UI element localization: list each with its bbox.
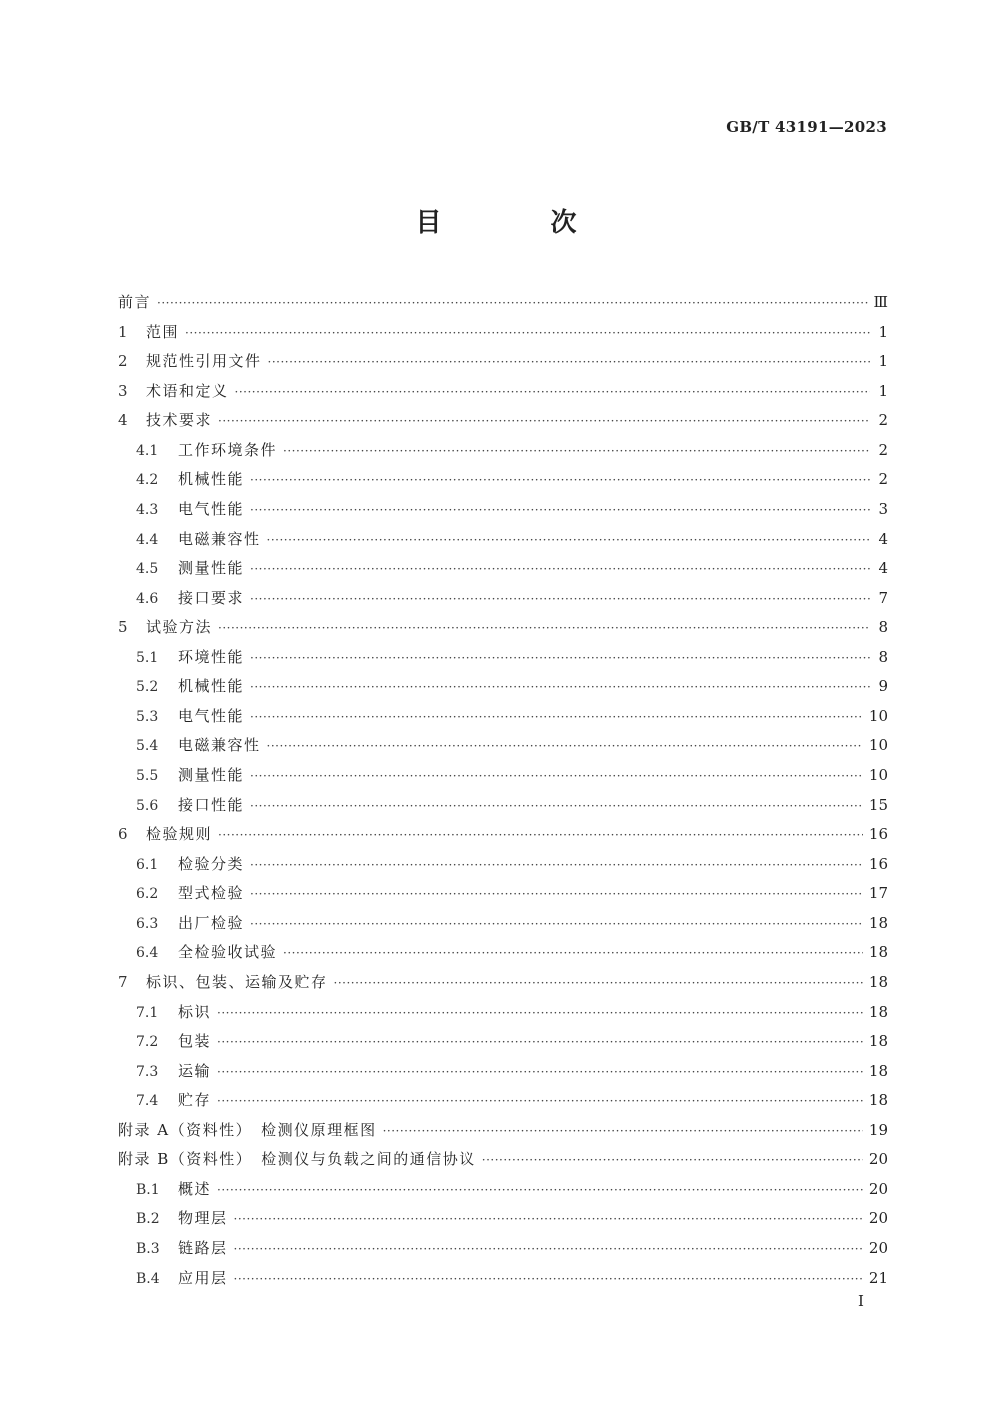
toc-entry[interactable]	[118, 347, 888, 377]
toc-entry-label: 标识、包装、运输及贮存	[146, 972, 328, 991]
toc-leader-dots	[250, 644, 870, 674]
toc-entry-page: 18	[868, 943, 888, 962]
toc-entry-label: 机械性能	[178, 470, 245, 489]
toc-entry[interactable]	[118, 554, 888, 584]
toc-entry-page: 20	[868, 1179, 888, 1198]
toc-entry[interactable]	[118, 288, 888, 318]
toc-entry-page: 18	[868, 1061, 888, 1080]
toc-entry-number: 2	[118, 352, 128, 371]
toc-entry-label: 应用层	[178, 1268, 228, 1287]
toc-entry[interactable]	[118, 879, 888, 909]
toc-entry-label: 出厂检验	[178, 913, 245, 932]
toc-entry-label: 测量性能	[178, 766, 245, 784]
toc-entry-label: 检验规则	[146, 825, 213, 844]
toc-leader-dots	[250, 910, 863, 940]
toc-entry[interactable]	[118, 1204, 888, 1234]
toc-entry-number: 7.4	[136, 1093, 159, 1110]
toc-entry-label: 范围	[146, 322, 180, 341]
toc-entry[interactable]	[118, 820, 888, 850]
toc-entry-number: 5.4	[136, 738, 159, 755]
toc-entry[interactable]	[118, 318, 888, 348]
toc-entry-number: 1	[118, 322, 128, 341]
toc-entry-page: 18	[868, 1032, 888, 1051]
toc-entry-page: 2	[878, 411, 888, 430]
toc-entry-number: B.4	[136, 1270, 160, 1287]
toc-entry-label: 前言	[118, 293, 152, 311]
toc-entry[interactable]	[118, 1116, 888, 1146]
toc-entry-number: 6	[118, 825, 128, 844]
toc-entry-number: B.2	[136, 1211, 160, 1228]
toc-entry-number: 4.4	[136, 531, 159, 548]
toc-leader-dots	[268, 348, 870, 378]
toc-entry-page: 21	[868, 1268, 888, 1287]
toc-entry[interactable]	[118, 998, 888, 1028]
toc-entry-label: 链路层	[178, 1239, 228, 1257]
page-title: 目 次	[415, 208, 627, 238]
toc-entry-label: 术语和定义	[146, 381, 229, 400]
toc-entry-label: 接口性能	[178, 795, 245, 814]
toc-entry-label: 环境性能	[178, 647, 245, 666]
toc-leader-dots	[217, 1058, 863, 1088]
toc-entry-number: 7.2	[136, 1034, 159, 1051]
toc-leader-dots	[283, 437, 870, 467]
toc-entry-label: 附录 A（资料性） 检测仪原理框图	[118, 1120, 377, 1139]
toc-entry-page: 1	[878, 381, 888, 400]
toc-entry[interactable]	[118, 909, 888, 939]
toc-entry-number: 7.1	[136, 1004, 159, 1021]
toc-entry-page: 1	[878, 322, 888, 341]
toc-entry-label: 测量性能	[178, 559, 245, 578]
toc-leader-dots	[250, 762, 863, 792]
toc-entry-label: 试验方法	[146, 618, 213, 637]
toc-entry-label: 接口要求	[178, 588, 245, 607]
toc-entry[interactable]	[118, 938, 888, 968]
toc-entry-page: 8	[878, 647, 888, 666]
toc-entry[interactable]	[118, 731, 888, 761]
toc-entry[interactable]	[118, 643, 888, 673]
toc-leader-dots	[250, 496, 870, 526]
toc-entry-label: 型式检验	[178, 884, 245, 903]
toc-leader-dots	[218, 407, 870, 437]
toc-leader-dots	[250, 673, 870, 703]
toc-entry-label: 全检验收试验	[178, 943, 278, 962]
toc-entry[interactable]	[118, 1264, 888, 1294]
toc-entry-number: 4.1	[136, 442, 159, 459]
toc-entry-number: 6.1	[136, 856, 159, 873]
toc-entry-number: 5.2	[136, 679, 159, 696]
toc-entry-number: 4.6	[136, 590, 159, 607]
toc-entry-page: 10	[868, 766, 888, 784]
toc-leader-dots	[157, 289, 868, 319]
toc-entry-label: 机械性能	[178, 677, 245, 696]
toc-entry-number: 5.5	[136, 768, 159, 784]
toc-entry-page: 19	[868, 1120, 888, 1139]
toc-entry-label: 工作环境条件	[178, 440, 278, 459]
toc-leader-dots	[250, 466, 870, 496]
page-number: I	[858, 1292, 864, 1310]
toc-entry-number: 4	[118, 411, 128, 430]
toc-entry-number: 4.5	[136, 561, 159, 578]
toc-entry[interactable]	[118, 850, 888, 880]
toc-entry-label: 包装	[178, 1032, 212, 1051]
toc-entry[interactable]	[118, 1027, 888, 1057]
toc-entry-page: 15	[868, 795, 888, 814]
standard-code: GB/T 43191—2023	[726, 118, 887, 136]
toc-entry-number: 6.4	[136, 945, 159, 962]
toc-entry[interactable]	[118, 761, 888, 791]
toc-leader-dots	[250, 792, 863, 822]
toc-leader-dots	[250, 851, 863, 881]
toc-leader-dots	[185, 319, 870, 349]
toc-entry[interactable]	[118, 791, 888, 821]
toc-leader-dots	[235, 378, 870, 408]
toc-leader-dots	[250, 703, 863, 733]
toc-entry-page: 10	[868, 736, 888, 755]
toc-entry-number: B.1	[136, 1181, 160, 1198]
toc-entry-label: 检验分类	[178, 854, 245, 873]
toc-entry-page: 20	[868, 1209, 888, 1228]
toc-entry-page: 3	[878, 499, 888, 518]
toc-entry[interactable]	[118, 525, 888, 555]
toc-entry[interactable]	[118, 1145, 888, 1175]
toc-entry-label: 电磁兼容性	[178, 736, 261, 755]
toc-entry[interactable]	[118, 613, 888, 643]
toc-entry-label: 电气性能	[178, 706, 245, 725]
toc-entry-number: 6.2	[136, 886, 159, 903]
toc-entry-number: 5.3	[136, 708, 159, 725]
toc-entry-page: Ⅲ	[873, 293, 888, 311]
toc-entry[interactable]	[118, 1057, 888, 1087]
toc-entry-page: 18	[868, 1002, 888, 1021]
toc-leader-dots	[383, 1117, 863, 1147]
toc-entry[interactable]	[118, 465, 888, 495]
toc-leader-dots	[234, 1205, 863, 1235]
toc-entry-page: 20	[868, 1239, 888, 1257]
toc-entry-page: 8	[878, 618, 888, 637]
toc-entry-label: 概述	[178, 1179, 212, 1198]
toc-leader-dots	[250, 585, 870, 615]
toc-leader-dots	[250, 880, 863, 910]
toc-entry[interactable]	[118, 1086, 888, 1116]
toc-entry-label: 贮存	[178, 1091, 212, 1110]
toc-entry[interactable]	[118, 377, 888, 407]
toc-entry-page: 20	[868, 1150, 888, 1169]
toc-entry-label: 电气性能	[178, 499, 245, 518]
toc-leader-dots	[217, 1176, 863, 1206]
toc-entry[interactable]	[118, 672, 888, 702]
toc-entry-number: 5.6	[136, 797, 159, 814]
toc-entry-label: 电磁兼容性	[178, 529, 261, 548]
toc-entry[interactable]	[118, 702, 888, 732]
toc-entry[interactable]	[118, 436, 888, 466]
toc-entry-label: 标识	[178, 1002, 212, 1021]
toc-entry-page: 2	[878, 440, 888, 459]
toc-entry-page: 4	[878, 529, 888, 548]
toc-entry-label: 附录 B（资料性） 检测仪与负载之间的通信协议	[118, 1150, 476, 1169]
toc-leader-dots	[267, 732, 863, 762]
toc-entry-page: 2	[878, 470, 888, 489]
toc-entry-page: 17	[868, 884, 888, 903]
toc-leader-dots	[218, 821, 863, 851]
toc-entry-number: 7.3	[136, 1063, 159, 1080]
toc-leader-dots	[267, 526, 870, 556]
toc-entry-label: 规范性引用文件	[146, 352, 262, 371]
toc-leader-dots	[217, 1087, 863, 1117]
toc-entry-page: 16	[868, 854, 888, 873]
toc-leader-dots	[482, 1146, 863, 1176]
toc-entry-page: 18	[868, 1091, 888, 1110]
toc-entry-page: 10	[868, 706, 888, 725]
table-of-contents	[118, 288, 888, 1293]
toc-entry-page: 4	[878, 559, 888, 578]
toc-entry[interactable]	[118, 584, 888, 614]
toc-leader-dots	[283, 939, 863, 969]
toc-entry-number: 4.2	[136, 472, 159, 489]
toc-entry-page: 1	[878, 352, 888, 371]
toc-entry[interactable]	[118, 1234, 888, 1264]
toc-entry-number: 4.3	[136, 501, 159, 518]
toc-leader-dots	[334, 969, 863, 999]
toc-entry-page: 16	[868, 825, 888, 844]
toc-leader-dots	[217, 1028, 863, 1058]
toc-entry-number: 7	[118, 972, 128, 991]
toc-entry-label: 技术要求	[146, 411, 213, 430]
toc-entry-page: 18	[868, 972, 888, 991]
toc-entry-page: 9	[878, 677, 888, 696]
toc-leader-dots	[234, 1235, 863, 1265]
toc-entry-number: 5	[118, 618, 128, 637]
toc-entry-number: 5.1	[136, 649, 159, 666]
toc-entry-page: 7	[878, 588, 888, 607]
toc-leader-dots	[217, 999, 863, 1029]
toc-entry[interactable]	[118, 1175, 888, 1205]
toc-entry[interactable]	[118, 968, 888, 998]
toc-entry[interactable]	[118, 495, 888, 525]
toc-entry-number: B.3	[136, 1241, 160, 1257]
toc-entry-label: 运输	[178, 1061, 212, 1080]
toc-entry-number: 3	[118, 381, 128, 400]
toc-leader-dots	[234, 1265, 863, 1295]
toc-leader-dots	[218, 614, 870, 644]
toc-leader-dots	[250, 555, 870, 585]
toc-entry-page: 18	[868, 913, 888, 932]
toc-entry-label: 物理层	[178, 1209, 228, 1228]
toc-entry-number: 6.3	[136, 915, 159, 932]
toc-entry[interactable]	[118, 406, 888, 436]
